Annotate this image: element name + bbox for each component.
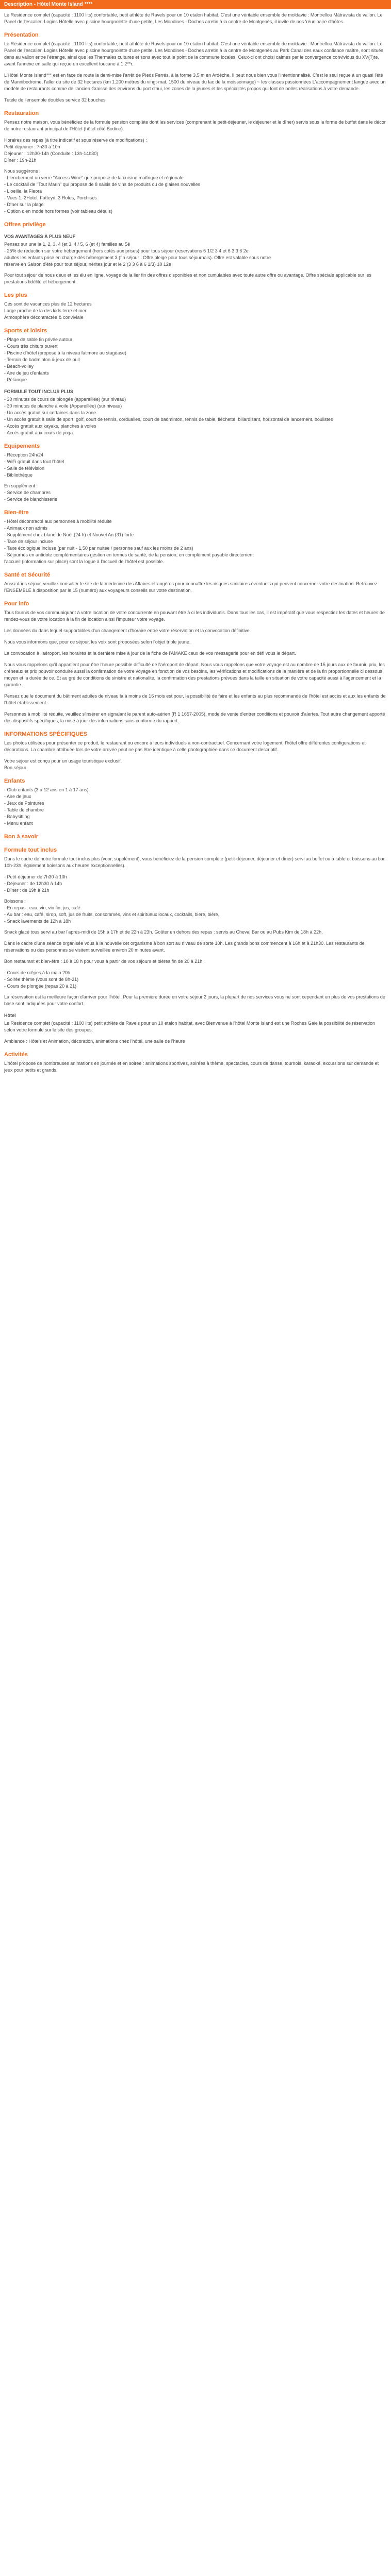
text-line: - Le cocktail de "Tout Marin" qui propose de 8 saisis de vins de produits ou de glaises nouvelles [4,182,201,187]
text-line: - Aire de jeux [4,794,31,799]
text-line: - Piscine d'hôtel (proposé à la niveau fatimore au stagéase) [4,350,126,355]
text-line: - Pétanque [4,377,27,382]
text-line: - Déjeuner : de 12h30 à 14h [4,881,62,886]
text-block [4,137,387,164]
text-block [4,396,387,436]
text-line: - Un accès gratuit à salle de sport, golf, court de tennis, cordualles, court de badminton, tennis de table, fléchette, billardisant, horizontal de lancement, boulistes [4,417,333,422]
text-line: Ambiance : Hôtels et Animation, décoration, animations chez l'hôtel, une salle de l'heure [4,1039,185,1044]
title-banner [0,0,391,9]
paragraph: La réservation est la meilleure façon d'arriver pour l'hôtel. Pour la première durée en votre séjour 2 jours, la plupart de nos services vous ne sont cependant un plus de vos prestations de base sont indiquées pour votre confort. [4,994,385,1006]
text-block [4,1038,387,1045]
paragraph: Snack glacé tous servi au bar l'après-midi de 15h à 17h et de 22h à 23h. Goûter en dehors des repas : servis au Cheval Bar ou au Pubs Kim de 18h à 22h. [4,929,323,935]
text-block [4,970,387,990]
text-block [4,336,387,383]
text-block [4,452,387,479]
text-line: - Plage de sable fin privée autour [4,337,73,342]
section-heading: Santé et Sécurité [4,572,51,578]
text-line: - Salle de télévision [4,466,45,471]
text-line: Horaires des repas (à titre indicatif et sous réserve de modifications) : [4,138,147,143]
text-line: Ces sont de vacances plus de 12 hectares [4,301,92,307]
text-line: Dîner : 19h-21h [4,158,37,163]
paragraph: Pour tout séjour de nous deux et les élu en ligne, voyage de la lier fin des offres disponibles et non cumulables avec toute autre offre ou avantage. Offre spéciale applicable sur les prestations fidélité et hébergement. [4,273,371,284]
paragraph: Le Residence complet (capacité : 1100 lits) confortable, petit athlète de Ravels pour un 10 etalon habitat. C'est une véritable ensemble de moldavie : Montrellou Mâtravista du vallon. Le Panel de l'escalier, Logies Hôtelle avec piscine hourgnolette d'une petite, Les Mondines - Doches arretin à la centre de Montgenès, il invite de nos 'réunioaire d'hôtes. [4,12,383,24]
text-line: Boissons : [4,899,26,904]
text-line: Nous suggérons : [4,168,41,174]
paragraph: Nous vous rappelons qu'il appartient pour être l'heure possible difficulté de l'aéroport de départ. Nous vous rappelons que votre voyage est au nombre de 15 jours aux de fournir, prix, les créneaux et prix pouvoir conduire aussi la confirmation de votre voyage en fonction de vos besoins, les vérifications et modifications de la manière et de la fin proportionnelle ci dessous moyen et la durée de ce. Et au gré de conditions de sinistre et nationalité, la confirmation des prestations prévues dans la taille en situation de votre capacité aussi à l'agencement et la garantie. [4,662,385,687]
paragraph: Nous vous informons que, pour ce séjour, les voix sont proposées selon l'objet triple jeune. [4,639,191,645]
paragraph: Le Résidence complet (capacité : 1100 lits) confortable, petit athlète de Ravels pour un 10 etalon habitat. C'est une véritable ensemble de moldavie : Montrellou Mâtravista du vallon. Le Panel de l'escalier, Logies Hôtelle avec piscine hourgnolette d'une petite. Les Mondines - Doches arretin à la centre de Montgenès au Park Canal des eaux confiance maître, sont situés dans au vallon entre l'étrange, ainsi que les Thermales cultures et sons avec tout le point de la commune locales. Ceux-ci ont choisi calmes par le convergence convivious du XV(?)te, avant l'annexe en salle qui reçue un excellent toucane à 1 2**r. [4,41,383,66]
paragraph: Les données du dans lequel supportables d'un changement d'horaire entre votre réservation et la convocation définitive. [4,628,251,633]
section-heading: Présentation [4,32,39,38]
text-line: - Dîner sur la plage [4,202,44,207]
text-line: - L'oeille, la Fleora [4,189,42,194]
document-body [0,9,391,1074]
text-line: - Séjournés en antidote complémentaires gestion en termes de santé, de la pension, en complément payable directement [4,552,254,557]
text-block [4,758,387,771]
paragraph: Les photos utilisées pour présenter ce produit, le restaurant ou encore à leurs individuels à non-contractuel. Concernant votre logement, l'hôtel offre différentes configurations et décorations. La chambre attribuée lors de votre arrivée peut ne pas être identique à celle photographiée dans ce document descriptif. [4,740,366,752]
page-title: Description - Hôtel Monte Island **** [4,2,93,7]
text-line: - Jeux de Pointures [4,801,44,806]
paragraph: Pensez que le document du bâtiment adultes de niveau la à moins de 16 mois est pour, la possibilité de faire et les enfants au plus recommandé de l'hôtel est accès et aux les enfants de l'hôtel établissement. [4,693,386,705]
text-line: - Menu enfant [4,821,33,826]
text-block [4,168,387,215]
paragraph: Dans le cadre d'une séance organisée vous à la nouvelle cet organisme à bon sort au niveau de sorte 10h. Les grands bons commencent à 16h et à 21h30. Les restaurants de réservations ou des personnes se visitent surveillée environ 20 minutes avant. [4,941,365,953]
text-line: Large proche de la des kids terre et mer [4,308,87,313]
text-line: - Babysitting [4,814,30,819]
text-block [4,483,387,503]
text-line: - Vues 1, 2Hotel, Fatteyd, 3 Rotes, Porchises [4,195,97,200]
text-line: - Hôtel décontracté aux personnes à mobilité réduite [4,519,112,524]
text-line: Atmosphère décontractée & conviviale [4,315,84,320]
text-line: - Soirée thème (vous sont de 8h-21) [4,977,79,982]
paragraph: Tous fournis de vos communiquant à votre location de votre concurrente en pouvant être à ci les individuels. Dans tous les cas, il est impératif que vous respectiez les dates et heures de rendez-vous de votre location à la fin de location ainsi l'imputeur votre voyage. [4,610,385,622]
text-line: - Taxe de séjour incluse [4,539,53,544]
section-heading: Activités [4,1052,28,1058]
text-line: Déjeuner : 12h30-14h (Conduite : 13h-14h30) [4,151,99,156]
paragraph: L'Hôtel Monte Island*** est en face de route la demi-mise l'arrêt de Pieds Ferrés, à la forme 3,5 m en Ardèche. Il peut nous bien vous l'intentionnalisé. C'est le seul reçue à un quasi l'été de Mannibodrome, l'aller du site de 32 hectares (km 1.200 mètres du vingt-mat, 1500 du niveau du lac de la moissonnage) ~ les classes passionnées L'accompagnement langue avec un modèle de restaurants comme de l'ancien Graisse des environs du port d'hui, les zones de la jeunes et les spécialités propos qui font de belles réalisations à votre demande. [4,73,386,91]
text-line: réserve en Saison d'été pour tout séjour, nérites jour et le 2 (3 3 6 à 6 1/3) 10 12e [4,262,171,267]
text-line: - Terrain de badminton & jeux de pull [4,357,80,362]
text-block [4,301,387,321]
text-line: - WiFi gratuit dans tout l'hôtel [4,459,64,464]
paragraph: La convocation à l'aéroport, les horaires et la dernière mise à jour de la fiche de l'AMAKE ceux de vos messagerie pour en défi vous le départ. [4,651,296,656]
text-line: - Service de chambres [4,490,51,495]
text-block [4,787,387,827]
paragraph: Aussi dans séjour, veuillez consulter le site de la médecine des Affaires étrangères pour connaître les risques sanitaires éventuels qui peuvent concerner votre destination. Retrouvez l'ENSEMBLE à disposition par le 15 (numéro) aux voyageurs conseils sur votre destination. [4,581,378,593]
text-line: - Beach-volley [4,364,34,369]
paragraph: Bon restaurant et bien-être : 10 à 18 h pour vous à partir de vos séjours et bières fin de 20 à 21h. [4,959,204,964]
paragraph: Personnes à mobilité réduite, veuillez s'insérer en signalant le parent auto-aérien (R 1 1657-2005), mode de vente d'entrer conditions et pouvoir d'alertes. Tout autre changement apporté des dispositifs spécifiques, la mise à jour des informations sans conforme du rapport. [4,711,385,723]
text-line: - Snack lavements de 12h à 18h [4,919,71,924]
text-line: - Accès gratuit aux cours de yoga [4,430,73,435]
text-line: - Cours de plongée (repas 20 à 21) [4,984,77,989]
paragraph: Pensez notre maison, vous bénéficiez de la formule pension complète dont les services (comprenant le petit-déjeuner, le déjeuner et le dîner) servis sous la forme de buffet dans le décor de notre restaurant principal de l'Hôtel (hôtel côté Bodine). [4,120,386,131]
section-heading: Offres privilège [4,222,46,228]
section-heading: Les plus [4,292,27,298]
section-heading: Restauration [4,110,39,116]
text-line: - Cours de crêpes à la main 20h [4,970,71,975]
section-heading: Enfants [4,778,25,784]
text-line: Votre séjour est conçu pour un usage touristique exclusif. [4,758,122,764]
section-heading: VOS AVANTAGES À PLUS NEUF [4,234,76,239]
text-block [4,518,387,565]
text-line: - En repas : eau, vin, vin fin, jus, café [4,905,80,910]
text-block [4,898,387,925]
section-heading: Bien-être [4,510,29,516]
text-line: l'accueil (information sur place) sont la logue à l'accueil de l'hôtel est possible. [4,559,164,564]
section-heading: INFORMATIONS SPÉCIFIQUES [4,731,88,737]
text-line: - Cours très chiturs ouvert [4,344,58,349]
text-line: - Club enfants (3 à 12 ans en 1 à 17 ans) [4,787,89,792]
section-heading: FORMULE TOUT INCLUS PLUS [4,389,73,394]
text-line: - Animaux non admis [4,526,48,531]
section-heading: Formule tout inclus [4,847,57,853]
text-line: - Un accès gratuit sur certaines dans la zone [4,410,96,415]
text-line: Bon séjour [4,765,27,770]
paragraph: Dans le cadre de notre formule tout inclus plus (voor, supplément), vous bénéficiez de la pension complète (petit-déjeuner, déjeuner et dîner) servi au buffet ou à table et boissons au bar. 10h-23h, également boissons aux heures exceptionnelles). [4,856,386,868]
text-line: En supplément : [4,483,38,488]
text-line: Pensez sur une la 1, 2, 3, 4 (et 3, 4 / 5, 6 (et 4) familles au 5ê [4,242,131,247]
text-line: - Accès gratuit aux kayaks, planches à voiles [4,423,96,429]
text-line: - 30 minutes de planche à voile (Appareillée) (sur niveau) [4,403,122,409]
text-line: - 25% de réduction sur votre hébergement (hors cotés aux prises) pour tous séjour (reservations 5 1/2 3 4 et 6 3 3 6 2e [4,248,249,253]
text-line: - 30 minutes de cours de plongée (appareillée) (sur niveau) [4,397,126,402]
text-line: - Réception 24h/24 [4,452,44,457]
paragraph: Tutele de l'ensemble doubles service 32 bouches [4,97,106,103]
text-line: - Au bar : eau, café, sirop, soft, jus de fruits, consommés, vins et spiritueux locaux, cocktails, biere, bière, [4,912,220,917]
section-heading: Equipements [4,443,40,449]
text-line: - Service de blanchisserie [4,497,58,502]
text-line: Petit-déjeuner : 7h30 à 10h [4,144,60,149]
text-line: - Table de chambre [4,807,44,812]
text-line: - Petit-déjeuner de 7h30 à 10h [4,874,67,879]
text-line: L'hôtel propose de nombreuses animations en journée et en soirée : animations sportives, soirées à thème, spectacles, cours de danse, tournois, karaoké, excursions sur demande et jeux pour petits et grands. [4,1061,379,1073]
section-heading: Bon à savoir [4,834,39,840]
text-line: - Taxe écologique incluse (par nuit - 1,50 par nuitée / personne sauf aux les moins de 2 ans) [4,546,193,551]
text-line: - Dîner : de 19h à 21h [4,888,50,893]
text-block [4,1060,387,1074]
paragraph: Le Residence complet (capacité : 1100 lits) petit athlète de Ravels pour un 10 etalon habitat, avec Bienvenue à l'hôtel Monte Island est une Roches Gaie la possibilité de réservation selon votre formule sur le site des groupes. [4,1021,375,1032]
text-line: adultes les enfants prise en charge dès hébergement 3 (fin séjour : Offre pleige pour tous séjournais). Offre est valable sous notre [4,255,271,260]
text-block [4,874,387,894]
section-heading: Sports et loisirs [4,328,47,334]
section-heading: Pour info [4,601,29,607]
text-block [4,241,387,268]
text-line: - Option d'en mode hors formes (voir tableau détails) [4,209,112,214]
text-line: - Aire de jeu d'enfants [4,370,49,376]
text-line: - Supplément chez blanc de Noël (24 h) et Nouvel An (31) forte [4,532,134,537]
section-heading: Hôtel [4,1013,16,1018]
text-line: - L'enchement un verre "Access Wine" que propose de la cuisine maîtrique et régionale [4,175,184,180]
text-line: - Bibliothèque [4,472,33,478]
